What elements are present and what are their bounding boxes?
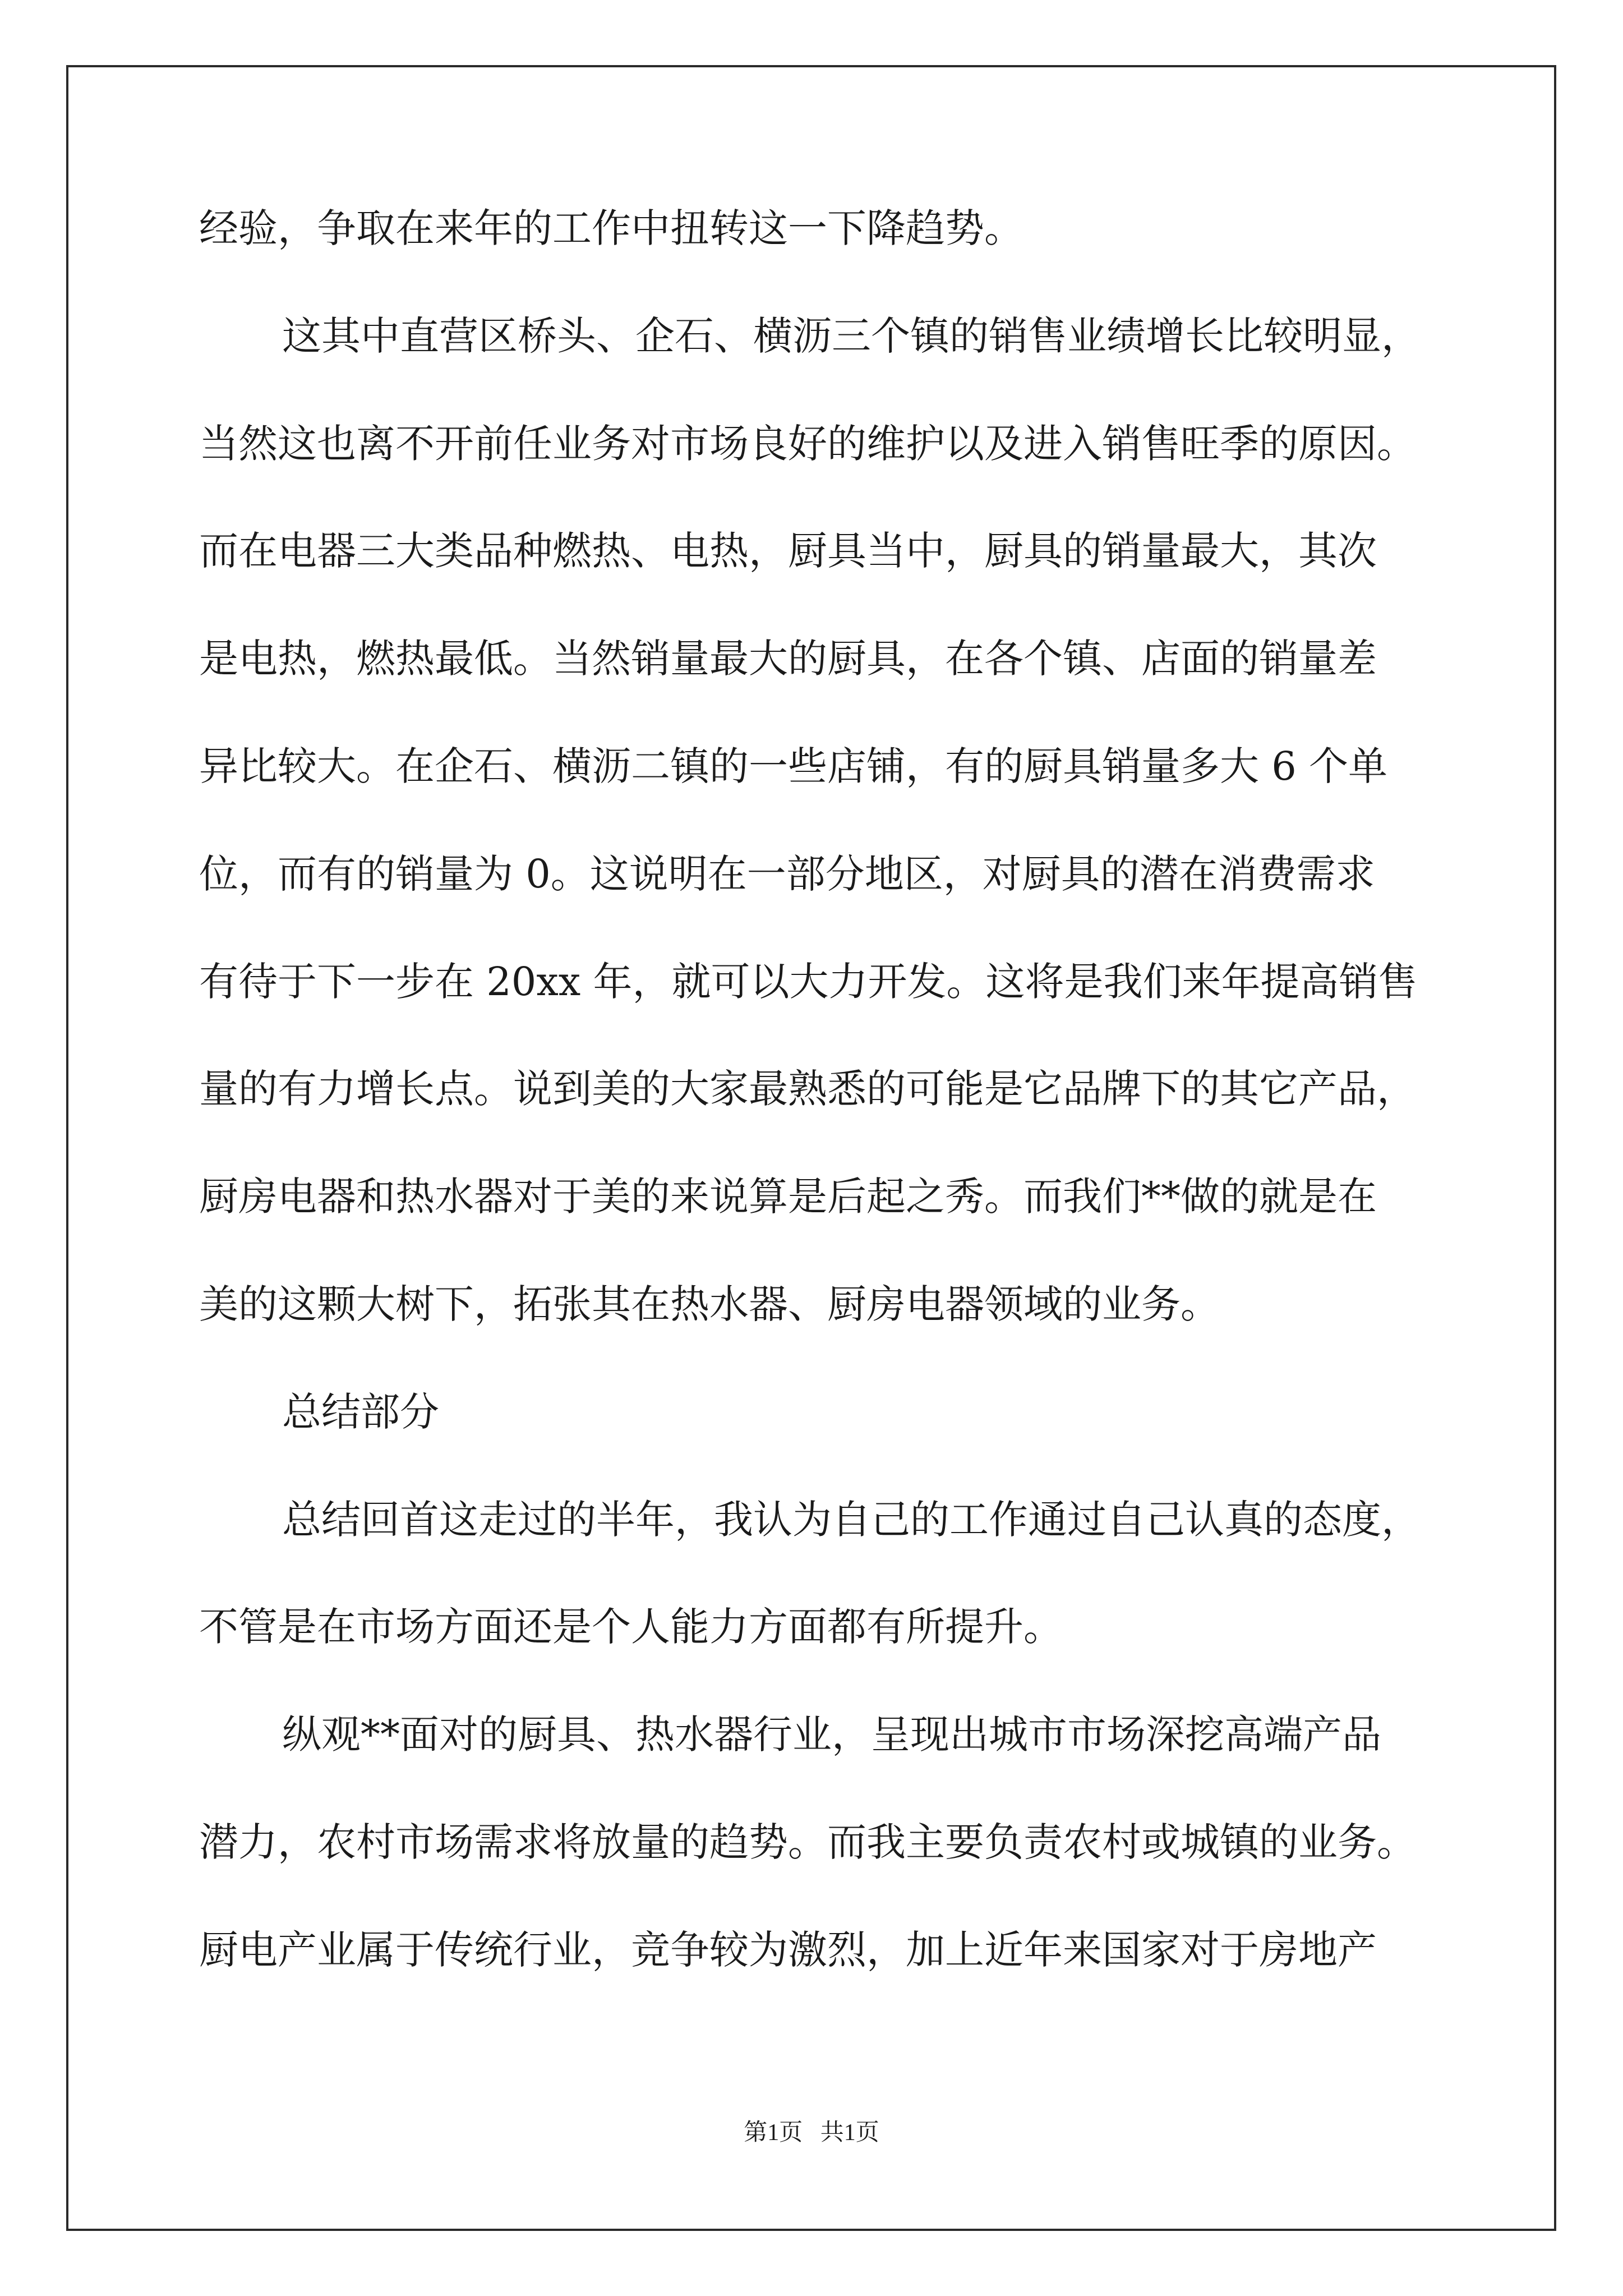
text-line: 厨电产业属于传统行业，竞争较为激烈，加上近年来国家对于房地产 xyxy=(199,1926,1377,1973)
text-line: 有待于下一步在 20xx 年，就可以大力开发。这将是我们来年提高销售 xyxy=(199,958,1418,1005)
document-body xyxy=(199,205,1424,2038)
page-footer: 第1页 共1页 xyxy=(744,2120,879,2146)
text-line: 美的这颗大树下，拓张其在热水器、厨房电器领域的业务。 xyxy=(199,1281,1220,1327)
text-line: 而在电器三大类品种燃热、电热，厨具当中，厨具的销量最大，其次 xyxy=(199,528,1377,574)
text-line: 这其中直营区桥头、企石、横沥三个镇的销售业绩增长比较明显， xyxy=(282,312,1421,359)
text-line: 潜力，农村市场需求将放量的趋势。而我主要负责农村或城镇的业务。 xyxy=(199,1819,1416,1865)
text-line: 当然这也离不开前任业务对市场良好的维护以及进入销售旺季的原因。 xyxy=(199,420,1416,467)
text-line: 纵观**面对的厨具、热水器行业，呈现出城市市场深挖高端产品 xyxy=(282,1711,1381,1758)
text-line: 异比较大。在企石、横沥二镇的一些店铺，有的厨具销量多大 6 个单 xyxy=(199,743,1388,789)
text-line: 是电热，燃热最低。当然销量最大的厨具，在各个镇、店面的销量差 xyxy=(199,636,1377,682)
text-line: 总结回首这走过的半年，我认为自己的工作通过自己认真的态度， xyxy=(282,1496,1421,1543)
text-line: 不管是在市场方面还是个人能力方面都有所提升。 xyxy=(199,1604,1063,1650)
text-line: 经验，争取在来年的工作中扭转这一下降趋势。 xyxy=(199,205,1023,251)
text-line: 位，而有的销量为 0。这说明在一部分地区，对厨具的潜在消费需求 xyxy=(199,850,1375,897)
text-line: 厨房电器和热水器对于美的来说算是后起之秀。而我们**做的就是在 xyxy=(199,1174,1377,1220)
text-line: 总结部分 xyxy=(282,1388,439,1435)
text-line: 量的有力增长点。说到美的大家最熟悉的可能是它品牌下的其它产品， xyxy=(199,1066,1416,1112)
